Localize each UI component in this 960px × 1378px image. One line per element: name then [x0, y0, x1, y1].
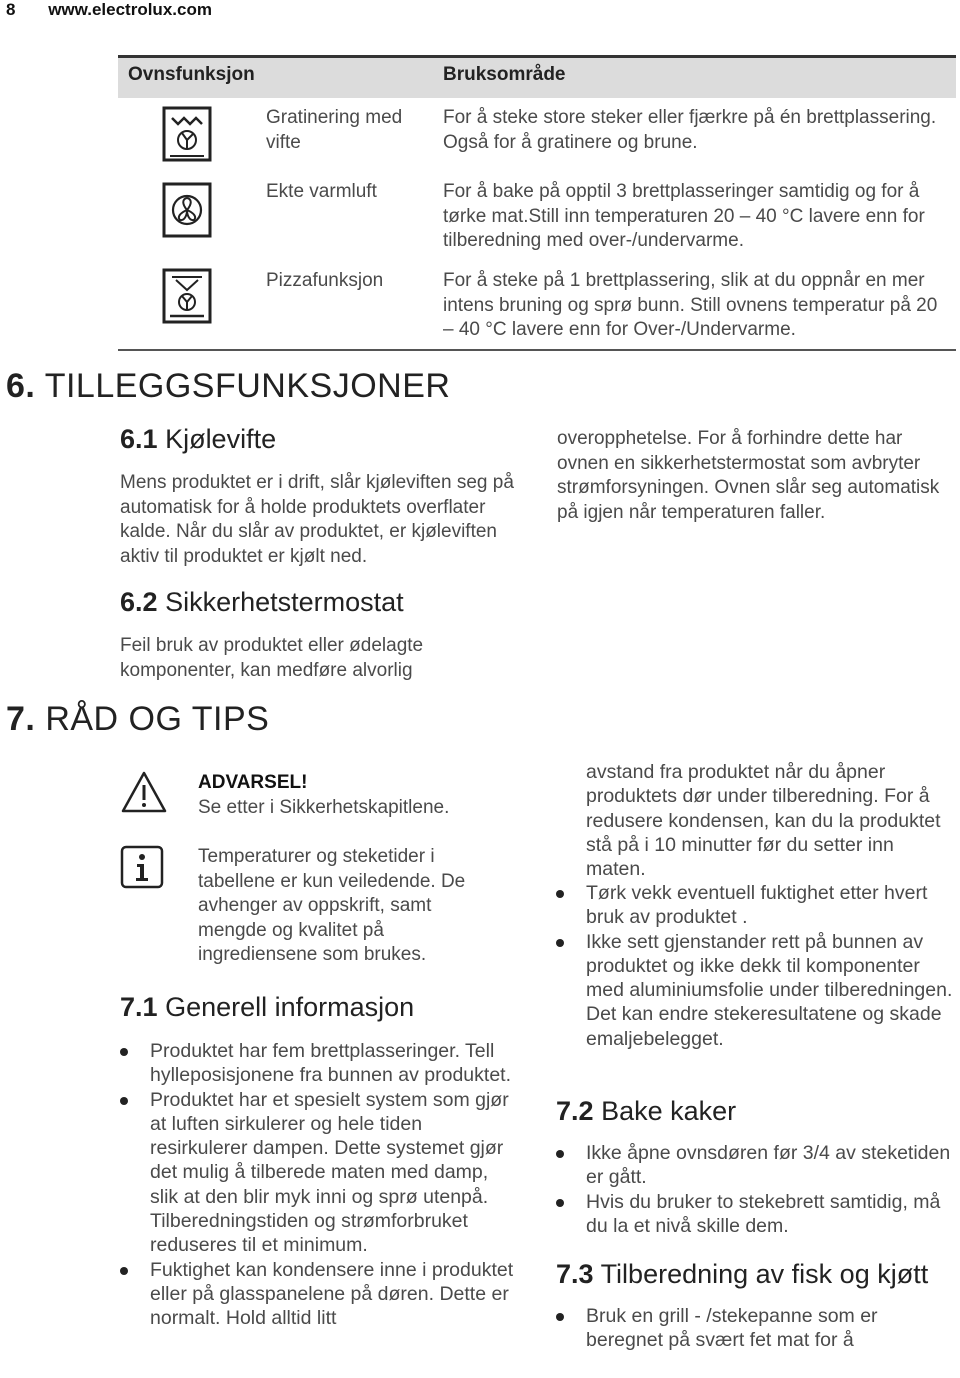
- section-6-heading: 6. TILLEGGSFUNKSJONER: [6, 367, 451, 405]
- fan-grill-icon: [162, 106, 212, 162]
- list-item: Ikke sett gjenstander rett på bunnen av produktet og ikke dekk til komponenter med aluminiumsfolie under tilberedningen. Det kan endre stekeresultatene og skade emaljebelegget.: [556, 930, 956, 1051]
- table-col-header-usage: Bruksområde: [443, 64, 566, 85]
- table-row-3-function: Pizzafunksjon: [266, 270, 384, 291]
- pizza-function-icon: [162, 268, 212, 324]
- section-7-3-heading: 7.3 Tilberedning av fisk og kjøtt: [556, 1259, 929, 1289]
- section-7-2-list: [556, 1141, 956, 1238]
- list-item: Bruk en grill - /stekepanne som er beregnet på svært fet mat for å: [556, 1304, 956, 1353]
- list-item: Fuktighet kan kondensere inne i produktet eller på glasspanelene på døren. Dette er normalt. Hold alltid litt: [120, 1258, 520, 1331]
- table-row-2-usage: For å bake på opptil 3 brettplasseringer samtidig og for å tørke mat.Still inn temperaturen 20 – 40 °C lavere enn for tilberedning med over-/undervarme.: [443, 181, 925, 251]
- section-7-1-list: [120, 1039, 520, 1331]
- info-text: Temperaturer og steketider i tabellene er kun veiledende. De avhenger av oppskrift, samt mengde og kvalitet på ingrediensene som brukes.: [198, 846, 466, 965]
- table-row-1-function: Gratinering med vifte: [266, 107, 403, 153]
- section-6-2-heading: 6.2 Sikkerhetstermostat: [120, 587, 404, 617]
- site-url: www.electrolux.com: [48, 0, 212, 19]
- warning-icon: [120, 770, 168, 814]
- list-item: Produktet har fem brettplasseringer. Tell hylleposisjonene fra bunnen av produktet.: [120, 1039, 520, 1088]
- fan-icon: [162, 182, 212, 238]
- warning-block: [198, 771, 558, 820]
- list-item: Produktet har et spesielt system som gjør at luften sirkulerer og hele tiden resirkulerer dampen. Dette systemet gjør det mulig å tilberede maten med damp, slik at den blir myk inni og sprø utenpå. Tilberedningstiden og strømforbruket reduseres til et minimum.: [120, 1088, 520, 1258]
- section-6-2-text: Feil bruk av produktet eller ødelagte komponenter, kan medføre alvorlig: [120, 635, 424, 681]
- table-row-2-function: Ekte varmluft: [266, 181, 377, 202]
- table-row-1-usage: For å steke store steker eller fjærkre på én brettplassering. Også for å gratinere og brune.: [443, 107, 937, 153]
- section-6-1-text: Mens produktet er i drift, slår kjøleviften seg på automatisk for å holde produktets overflater kalde. Når du slår av produktet, er kjøleviften aktiv til produktet er kjølt ned.: [120, 472, 514, 567]
- list-item: Ikke åpne ovnsdøren før 3/4 av steketiden er gått.: [556, 1141, 956, 1190]
- section-7-1-list-right: [556, 881, 956, 1051]
- section-7-1-heading: 7.1 Generell informasjon: [120, 992, 415, 1022]
- list-item: Hvis du bruker to stekebrett samtidig, må du la et nivå skille dem.: [556, 1190, 956, 1239]
- section-7-1-continuation: avstand fra produktet når du åpner produktets dør under tilberedning. For å redusere kondensen, kan du la produktet stå på i 10 minutter før du setter inn maten.: [586, 761, 941, 881]
- section-7-3-list: [556, 1304, 956, 1353]
- list-item: Tørk vekk eventuell fuktighet etter hvert bruk av produktet .: [556, 881, 956, 930]
- table-row-3-usage: For å steke på 1 brettplassering, slik at du oppnår en mer intens bruning og sprø bunn. Still ovnens temperatur på 20 – 40 °C lavere enn for Over-/Undervarme.: [443, 270, 938, 340]
- section-7-2-heading: 7.2 Bake kaker: [556, 1096, 737, 1126]
- warning-title: ADVARSEL!: [198, 772, 308, 793]
- section-7-heading: 7. RÅD OG TIPS: [6, 700, 270, 738]
- table-col-header-function: Ovnsfunksjon: [128, 64, 255, 85]
- page-header: [6, 0, 212, 20]
- section-6-2-text-continued: overopphetelse. For å forhindre dette har ovnen en sikkerhetstermostat som avbryter strømforsyningen. Ovnen slår seg automatisk på igjen når temperaturen faller.: [557, 428, 940, 523]
- table-bottom-rule: [118, 349, 956, 351]
- warning-text: Se etter i Sikkerhetskapitlene.: [198, 796, 450, 818]
- page-number: 8: [6, 0, 16, 19]
- section-6-1-heading: 6.1 Kjølevifte: [120, 424, 277, 454]
- info-icon: [120, 845, 164, 889]
